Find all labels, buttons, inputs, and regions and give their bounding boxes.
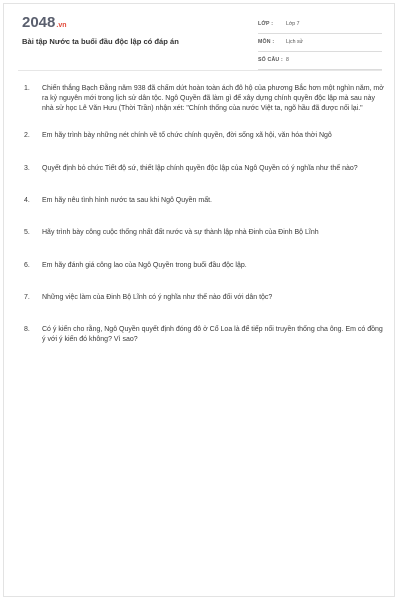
logo-main-text: 2048 xyxy=(22,14,56,31)
meta-label-subject: MÔN : xyxy=(258,39,275,45)
meta-row-class xyxy=(258,19,382,34)
logo-domain-ext: .vn xyxy=(56,22,67,29)
question-number: 4. xyxy=(24,197,30,204)
meta-value-subject: Lịch sử xyxy=(286,39,304,45)
question-number: 1. xyxy=(24,85,30,92)
question-item-4 xyxy=(24,196,386,206)
question-number: 2. xyxy=(24,132,30,139)
question-number: 7. xyxy=(24,294,30,301)
question-item-1 xyxy=(24,84,386,114)
question-text: Có ý kiến cho rằng, Ngô Quyền quyết định đóng đô ở Cổ Loa là để tiếp nối truyền thống cha ông. Em có đồng ý với ý kiến đó không? Vì sao? xyxy=(42,326,383,343)
site-logo[interactable] xyxy=(22,15,67,34)
question-item-7 xyxy=(24,293,386,303)
meta-value-class: Lớp 7 xyxy=(286,21,300,27)
question-number: 8. xyxy=(24,326,30,333)
question-number: 3. xyxy=(24,165,30,172)
question-text: Chiến thắng Bạch Đằng năm 938 đã chấm dứt hoàn toàn ách đô hộ của phương Bắc hơn một nghìn năm, mở ra kỷ nguyên mới trong lịch sử dân tộc. Ngô Quyền đã làm gì để xây dựng chính quyền độc lập mà sau này nhà sử học Lê Văn Hưu (Thời Trần) nhận xét: "Chính thống của nước Việt ta, ngõ hầu đã được nối lại." xyxy=(42,85,384,112)
question-list xyxy=(24,84,386,345)
question-text: Em hãy trình bày những nét chính về tổ chức chính quyền, đời sống xã hội, văn hóa thời Ngô xyxy=(42,132,332,139)
question-item-5 xyxy=(24,228,386,238)
question-number: 6. xyxy=(24,262,30,269)
worksheet-page xyxy=(3,3,395,597)
question-number: 5. xyxy=(24,229,30,236)
question-item-3 xyxy=(24,164,386,174)
worksheet-header xyxy=(4,4,396,64)
meta-row-subject xyxy=(258,37,382,52)
meta-row-question-count xyxy=(258,55,382,70)
page-title: Bài tập Nước ta buổi đầu độc lập có đáp án xyxy=(22,37,179,46)
meta-label-class: LỚP : xyxy=(258,21,274,27)
question-text: Hãy trình bày công cuộc thống nhất đất nước và sự thành lập nhà Đinh của Đinh Bộ Lĩnh xyxy=(42,229,319,236)
question-item-2 xyxy=(24,131,386,141)
header-divider xyxy=(18,70,382,71)
meta-label-question-count: SỐ CÂU : xyxy=(258,57,283,63)
meta-info-box xyxy=(258,19,382,73)
question-text: Những việc làm của Đinh Bộ Lĩnh có ý nghĩa như thế nào đối với dân tộc? xyxy=(42,294,273,301)
question-text: Em hãy nêu tình hình nước ta sau khi Ngô Quyền mất. xyxy=(42,197,212,204)
question-text: Em hãy đánh giá công lao của Ngô Quyền trong buổi đầu độc lập. xyxy=(42,262,247,269)
question-text: Quyết định bỏ chức Tiết độ sứ, thiết lập chính quyền độc lập của Ngô Quyền có ý nghĩa như thế nào? xyxy=(42,165,358,172)
question-item-6 xyxy=(24,261,386,271)
question-item-8 xyxy=(24,325,386,345)
meta-value-question-count: 8 xyxy=(286,57,289,63)
